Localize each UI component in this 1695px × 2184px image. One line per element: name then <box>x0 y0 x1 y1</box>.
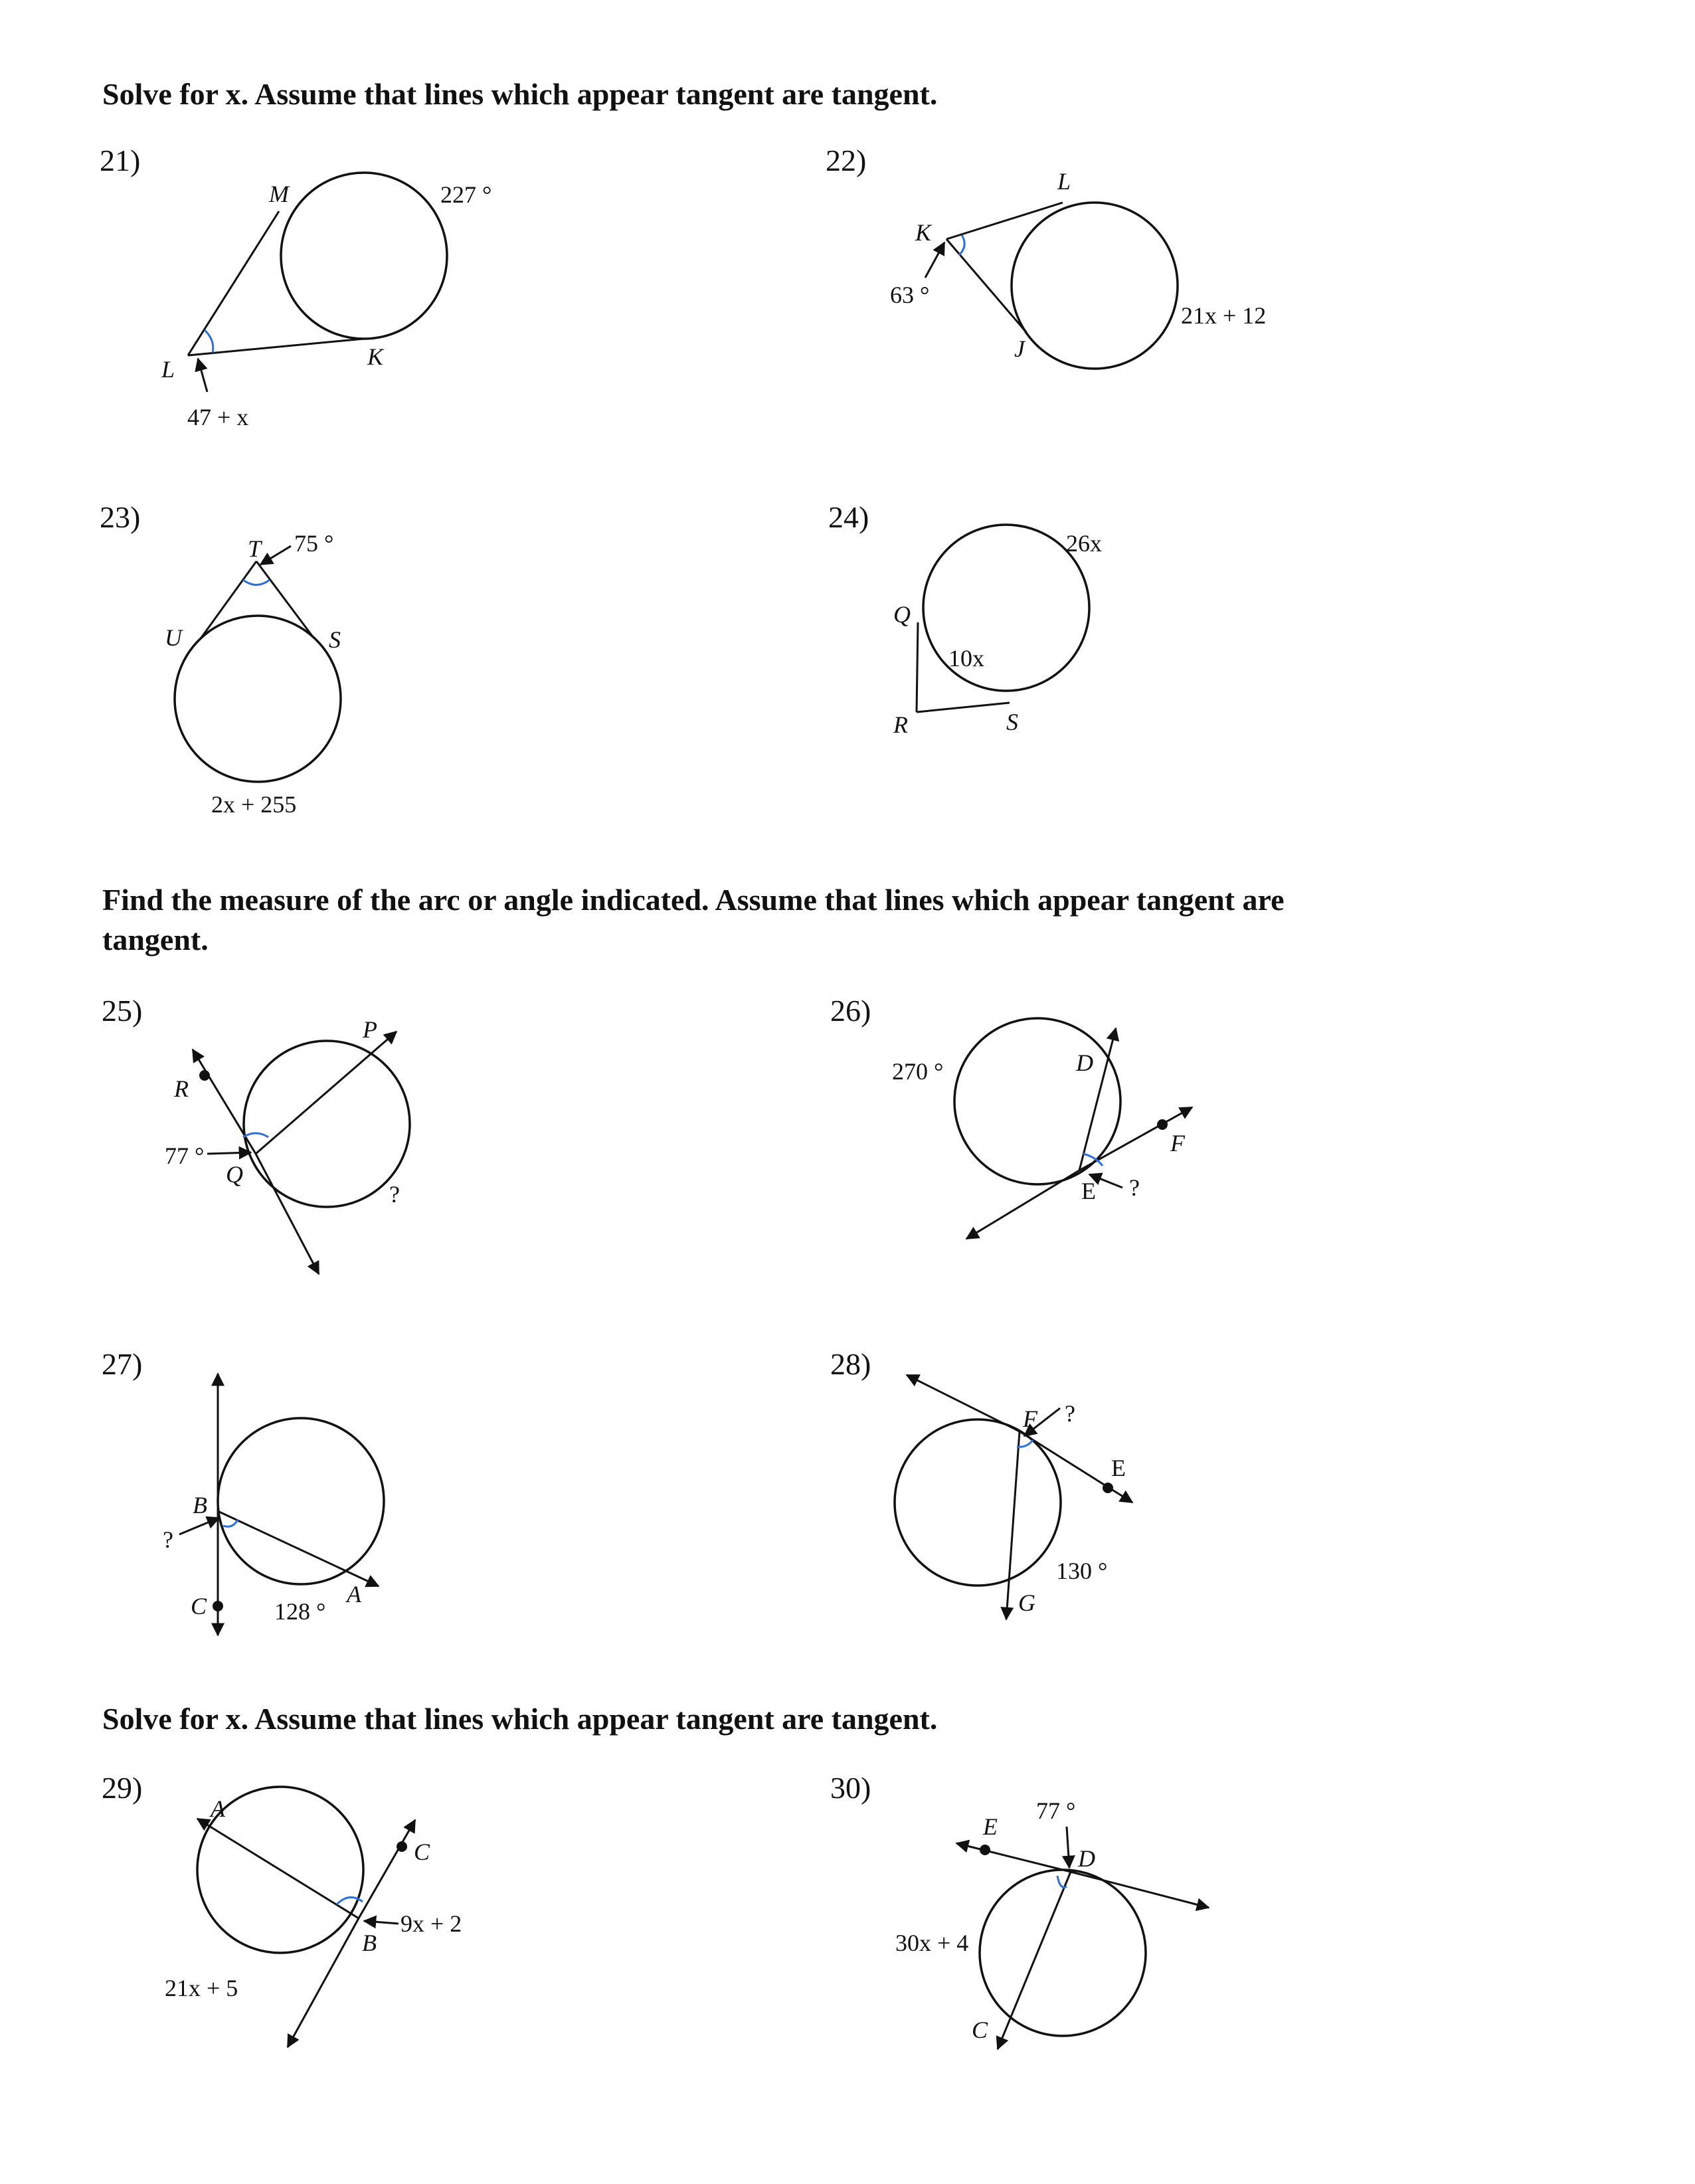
arc-label: 21x + 12 <box>1181 302 1267 329</box>
tangent-segment-rq <box>917 622 918 712</box>
problem-number-24: 24) <box>828 500 869 534</box>
point-label-l: L <box>161 356 175 383</box>
tangent-segment-kl <box>946 203 1063 239</box>
unknown-label: ? <box>1129 1174 1140 1201</box>
tangent-line-ray-down <box>256 1154 319 1274</box>
angle-mark <box>243 1133 268 1137</box>
angle-mark <box>959 235 964 255</box>
chord-ray-g <box>1006 1431 1020 1619</box>
arc-label: 130 ° <box>1056 1558 1108 1584</box>
problem-number-27: 27) <box>102 1347 143 1381</box>
figure-25 <box>165 1016 410 1274</box>
point-label-l: L <box>1057 168 1071 195</box>
point-label-q: Q <box>893 601 911 628</box>
tangent-ray-right <box>1071 1872 1209 1908</box>
point-label-j: J <box>1014 335 1025 362</box>
unknown-label: ? <box>389 1181 400 1208</box>
point-label-d: D <box>1078 1845 1095 1872</box>
point-label-g: G <box>1018 1590 1035 1616</box>
problem-number-22: 22) <box>826 143 867 177</box>
angle-pointer-arrow <box>260 546 291 565</box>
unknown-label: ? <box>1065 1400 1075 1427</box>
unknown-label: ? <box>163 1526 173 1553</box>
circle <box>980 1870 1146 2036</box>
problem-number-23: 23) <box>100 500 141 534</box>
angle-mark <box>205 330 213 353</box>
tangent-segment-tu <box>201 561 256 638</box>
point-label-r: R <box>174 1075 189 1102</box>
point-c-dot <box>213 1601 223 1611</box>
angle-label: 75 ° <box>294 530 334 557</box>
point-label-e: E <box>1111 1455 1126 1481</box>
angle-pointer-arrow <box>198 359 207 392</box>
point-e-dot <box>980 1845 990 1855</box>
circle <box>175 616 341 782</box>
problem-number-26: 26) <box>830 994 871 1028</box>
figure-22 <box>890 168 1266 369</box>
secant-ray-p <box>256 1032 397 1154</box>
point-f-dot <box>1157 1119 1168 1130</box>
arc-label: 128 ° <box>274 1598 326 1625</box>
point-label-c: C <box>972 2017 988 2043</box>
section-heading-1: Solve for x. Assume that lines which appear tangent are tangent. <box>102 77 938 111</box>
figure-28 <box>895 1375 1132 1619</box>
figure-26 <box>892 1018 1192 1239</box>
section-heading-2-line2: tangent. <box>102 923 209 956</box>
section-heading-3: Solve for x. Assume that lines which appear tangent are tangent. <box>102 1702 938 1736</box>
point-e-dot <box>1103 1483 1113 1493</box>
circle <box>244 1041 410 1207</box>
point-label-k: K <box>915 219 932 246</box>
angle-pointer-arrow <box>364 1921 399 1924</box>
point-label-s: S <box>1006 709 1018 735</box>
point-label-r: R <box>893 711 908 738</box>
figure-21 <box>161 173 491 430</box>
point-c-dot <box>397 1841 407 1852</box>
point-label-t: T <box>248 535 262 562</box>
tangent-ray-down <box>288 1918 359 2047</box>
point-label-d: D <box>1076 1049 1093 1076</box>
figure-29 <box>165 1787 462 2047</box>
figure-30 <box>895 1797 1209 2049</box>
point-label-e: E <box>983 1813 998 1840</box>
point-label-f: F <box>1170 1130 1185 1156</box>
arc-label: 30x + 4 <box>895 1930 969 1956</box>
arc-label: 227 ° <box>440 181 492 208</box>
angle-pointer-arrow <box>1067 1827 1069 1868</box>
figure-24 <box>893 525 1102 738</box>
angle-pointer-arrow <box>179 1518 219 1534</box>
circle <box>218 1418 384 1584</box>
arc-label: 21x + 5 <box>165 1975 238 2001</box>
problem-number-28: 28) <box>830 1347 871 1381</box>
angle-label: 77 ° <box>165 1142 205 1169</box>
tangent-segment-lm <box>188 211 279 355</box>
tangent-segment-ts <box>256 561 313 638</box>
point-label-c: C <box>191 1593 207 1619</box>
tangent-segment-rs <box>917 703 1010 712</box>
arc-major-label: 26x <box>1066 530 1102 557</box>
tangent-ray-left <box>907 1375 1020 1431</box>
tangent-ray-e <box>956 1843 1071 1872</box>
point-label-e: E <box>1081 1178 1096 1204</box>
point-label-q: Q <box>226 1161 243 1188</box>
point-r-dot <box>199 1070 210 1081</box>
circle <box>281 173 447 339</box>
point-label-a: A <box>347 1581 361 1607</box>
point-label-a: A <box>211 1795 225 1822</box>
problem-number-30: 30) <box>830 1771 871 1805</box>
angle-pointer-arrow <box>925 242 944 278</box>
angle-label: 9x + 2 <box>401 1910 462 1937</box>
problem-number-25: 25) <box>102 994 143 1028</box>
circle <box>895 1419 1061 1586</box>
point-label-s: S <box>329 626 341 653</box>
chord-ray-a <box>218 1511 379 1586</box>
tangent-segment-kj <box>946 239 1026 332</box>
point-label-c: C <box>414 1839 430 1865</box>
point-label-b: B <box>362 1930 377 1956</box>
arc-label: 2x + 255 <box>211 791 297 818</box>
angle-mark <box>223 1520 238 1526</box>
point-label-k: K <box>367 343 384 370</box>
circle <box>1012 203 1178 369</box>
angle-pointer-arrow <box>207 1152 251 1154</box>
point-label-u: U <box>165 624 182 651</box>
angle-mark <box>337 1897 363 1904</box>
tangent-ray-left <box>966 1170 1079 1239</box>
angle-label: 77 ° <box>1036 1797 1076 1824</box>
arc-label: 270 ° <box>892 1058 944 1085</box>
figure-23 <box>165 530 341 818</box>
arc-minor-label: 10x <box>948 645 984 672</box>
tangent-ray-c <box>359 1820 415 1918</box>
tangent-segment-lk <box>188 339 364 355</box>
angle-label: 63 ° <box>890 282 930 308</box>
angle-label: 47 + x <box>187 404 249 430</box>
problem-number-21: 21) <box>100 143 141 177</box>
point-label-m: M <box>269 181 289 207</box>
angle-mark <box>243 580 270 585</box>
chord-ray-a <box>197 1819 359 1918</box>
problem-number-29: 29) <box>102 1771 143 1805</box>
point-label-p: P <box>363 1016 377 1043</box>
point-label-b: B <box>193 1492 207 1518</box>
chord-ray-c <box>998 1872 1071 2049</box>
section-heading-2-line1: Find the measure of the arc or angle indicated. Assume that lines which appear tangent are <box>102 883 1285 917</box>
point-label-f: F <box>1023 1406 1037 1432</box>
figure-27 <box>163 1374 384 1635</box>
